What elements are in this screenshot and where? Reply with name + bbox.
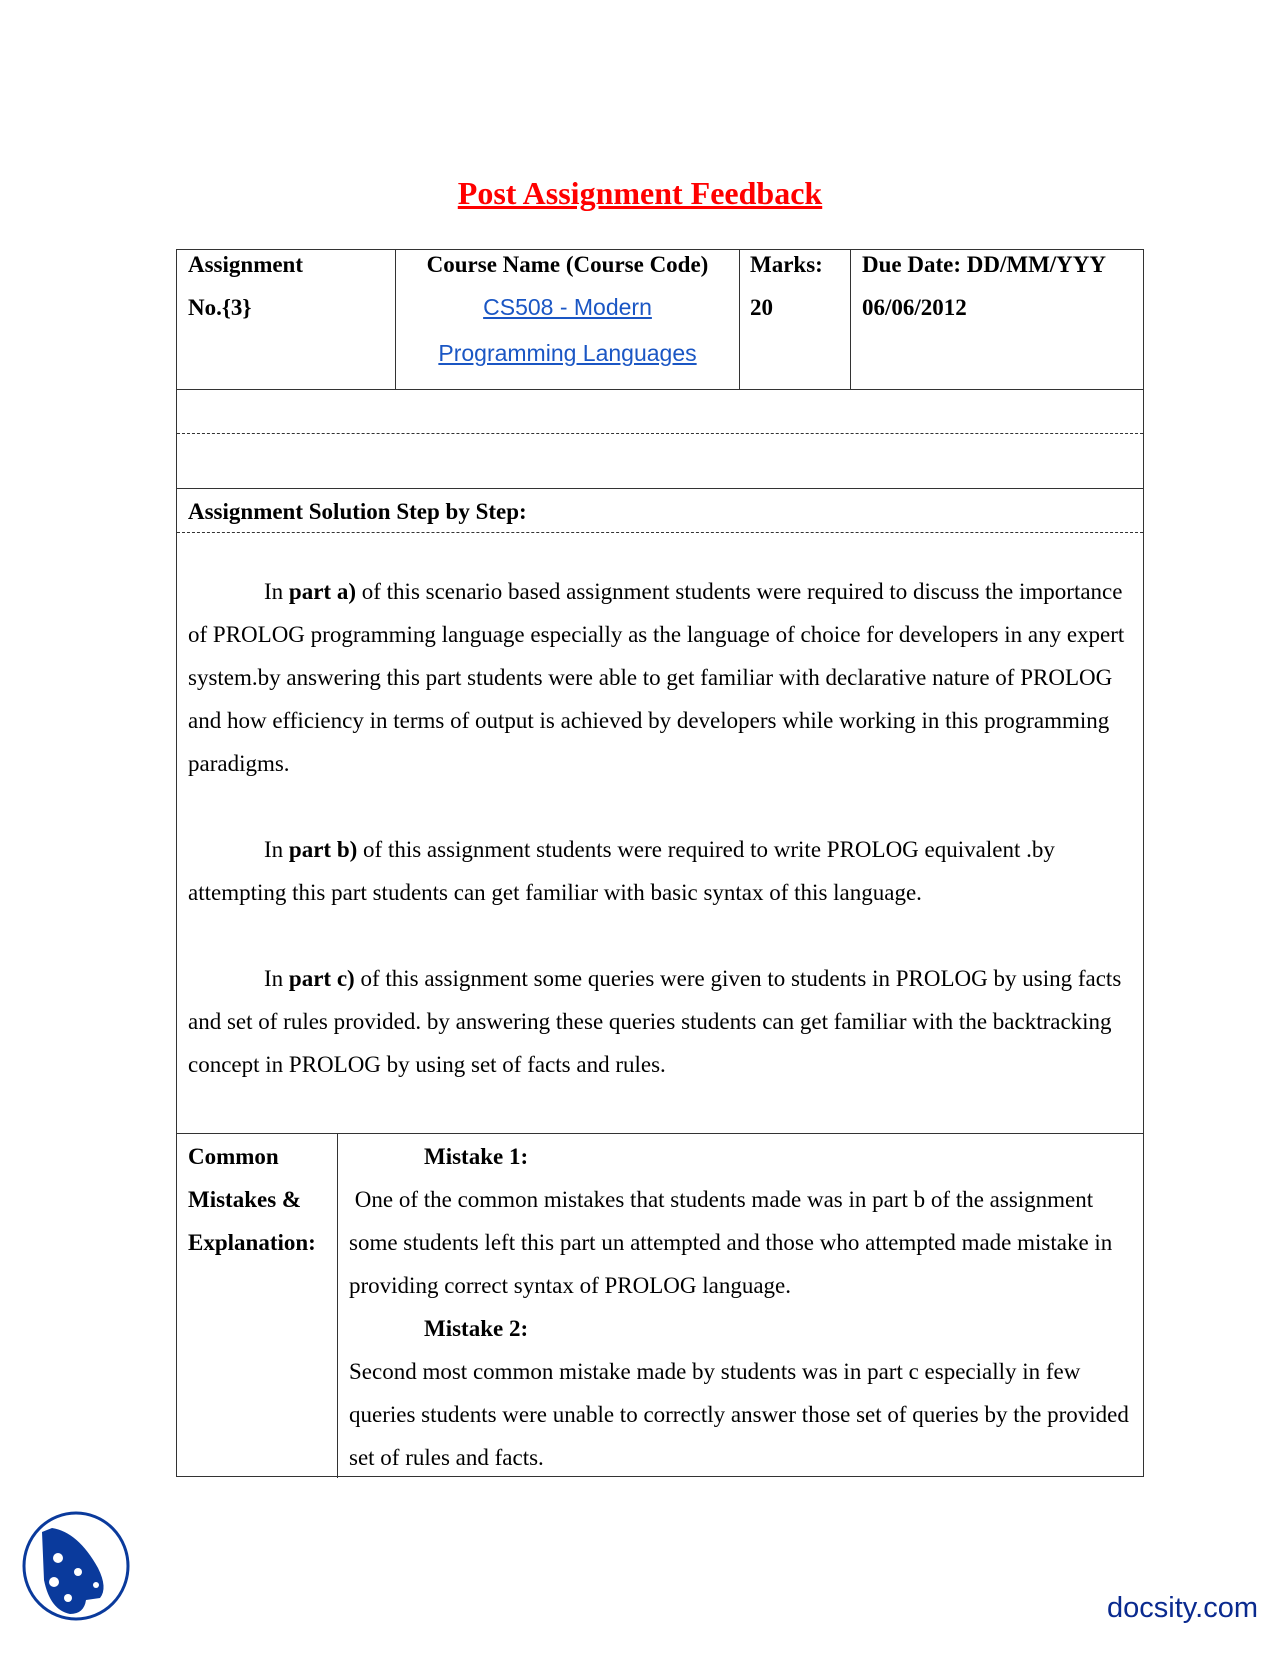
due-date-value: 06/06/2012 bbox=[862, 295, 967, 320]
marks-label: Marks: bbox=[750, 252, 823, 277]
course-link[interactable]: Programming Languages bbox=[438, 340, 697, 366]
mistakes-content bbox=[349, 1135, 1129, 1479]
course-cell bbox=[396, 243, 739, 375]
mistakes-label-line: Mistakes & bbox=[188, 1187, 302, 1212]
course-label: Course Name (Course Code) bbox=[426, 252, 709, 277]
divider bbox=[177, 532, 1143, 533]
mistakes-label bbox=[188, 1135, 316, 1264]
divider bbox=[739, 250, 740, 389]
due-date-label: Due Date: DD/MM/YYY bbox=[862, 252, 1106, 277]
solution-paragraph-c: In part c) of this assignment some queries were given to students in PROLOG by using facts and set of rules provided. by answering these queries students can get familiar with the backtracking concept in PROLOG by using set of facts and rules. bbox=[188, 966, 1122, 1077]
divider bbox=[177, 488, 1143, 489]
page-title bbox=[0, 175, 1280, 212]
docsity-logo-icon bbox=[20, 1510, 132, 1622]
divider bbox=[337, 1133, 338, 1478]
solution-heading: Assignment Solution Step by Step: bbox=[188, 499, 527, 524]
course-link[interactable]: CS508 - Modern bbox=[483, 294, 652, 320]
mistake-1-text: One of the common mistakes that students made was in part b of the assignment some students left this part un attempted and those who attempted made mistake in providing correct syntax of PROLOG language. bbox=[349, 1187, 1119, 1298]
divider bbox=[177, 389, 1143, 390]
mistakes-label-line: Explanation: bbox=[188, 1230, 316, 1255]
marks-cell bbox=[750, 243, 848, 329]
mistakes-label-line: Common bbox=[188, 1144, 279, 1169]
mistake-2-title: Mistake 2: bbox=[424, 1316, 529, 1341]
mistake-1-title: Mistake 1: bbox=[424, 1144, 529, 1169]
mistake-2-text: Second most common mistake made by students was in part c especially in few queries students were unable to correctly answer those set of queries by the provided set of rules and facts. bbox=[349, 1359, 1129, 1470]
divider bbox=[850, 250, 851, 389]
assignment-no: No.{3} bbox=[188, 295, 252, 320]
assignment-label: Assignment bbox=[188, 252, 304, 277]
due-date-cell bbox=[862, 243, 1106, 329]
solution-paragraph-a: In part a) of this scenario based assignment students were required to discuss the importance of PROLOG programming language especially as the language of choice for developers in any expert system.by answering this part students were able to get familiar with declarative nature of PROLOG and how efficiency in terms of output is achieved by developers while working in this programming paradigms. bbox=[188, 579, 1125, 776]
assignment-number bbox=[188, 243, 303, 329]
marks-value: 20 bbox=[750, 295, 773, 320]
solution-paragraph-b: In part b) of this assignment students were required to write PROLOG equivalent .by attempting this part students can get familiar with basic syntax of this language. bbox=[188, 837, 1055, 905]
divider bbox=[177, 433, 1143, 434]
feedback-table bbox=[176, 249, 1144, 1477]
docsity-brand[interactable]: docsity.com bbox=[1107, 1592, 1258, 1624]
page-title-text: Post Assignment Feedback bbox=[457, 175, 823, 211]
divider bbox=[177, 1133, 1143, 1134]
